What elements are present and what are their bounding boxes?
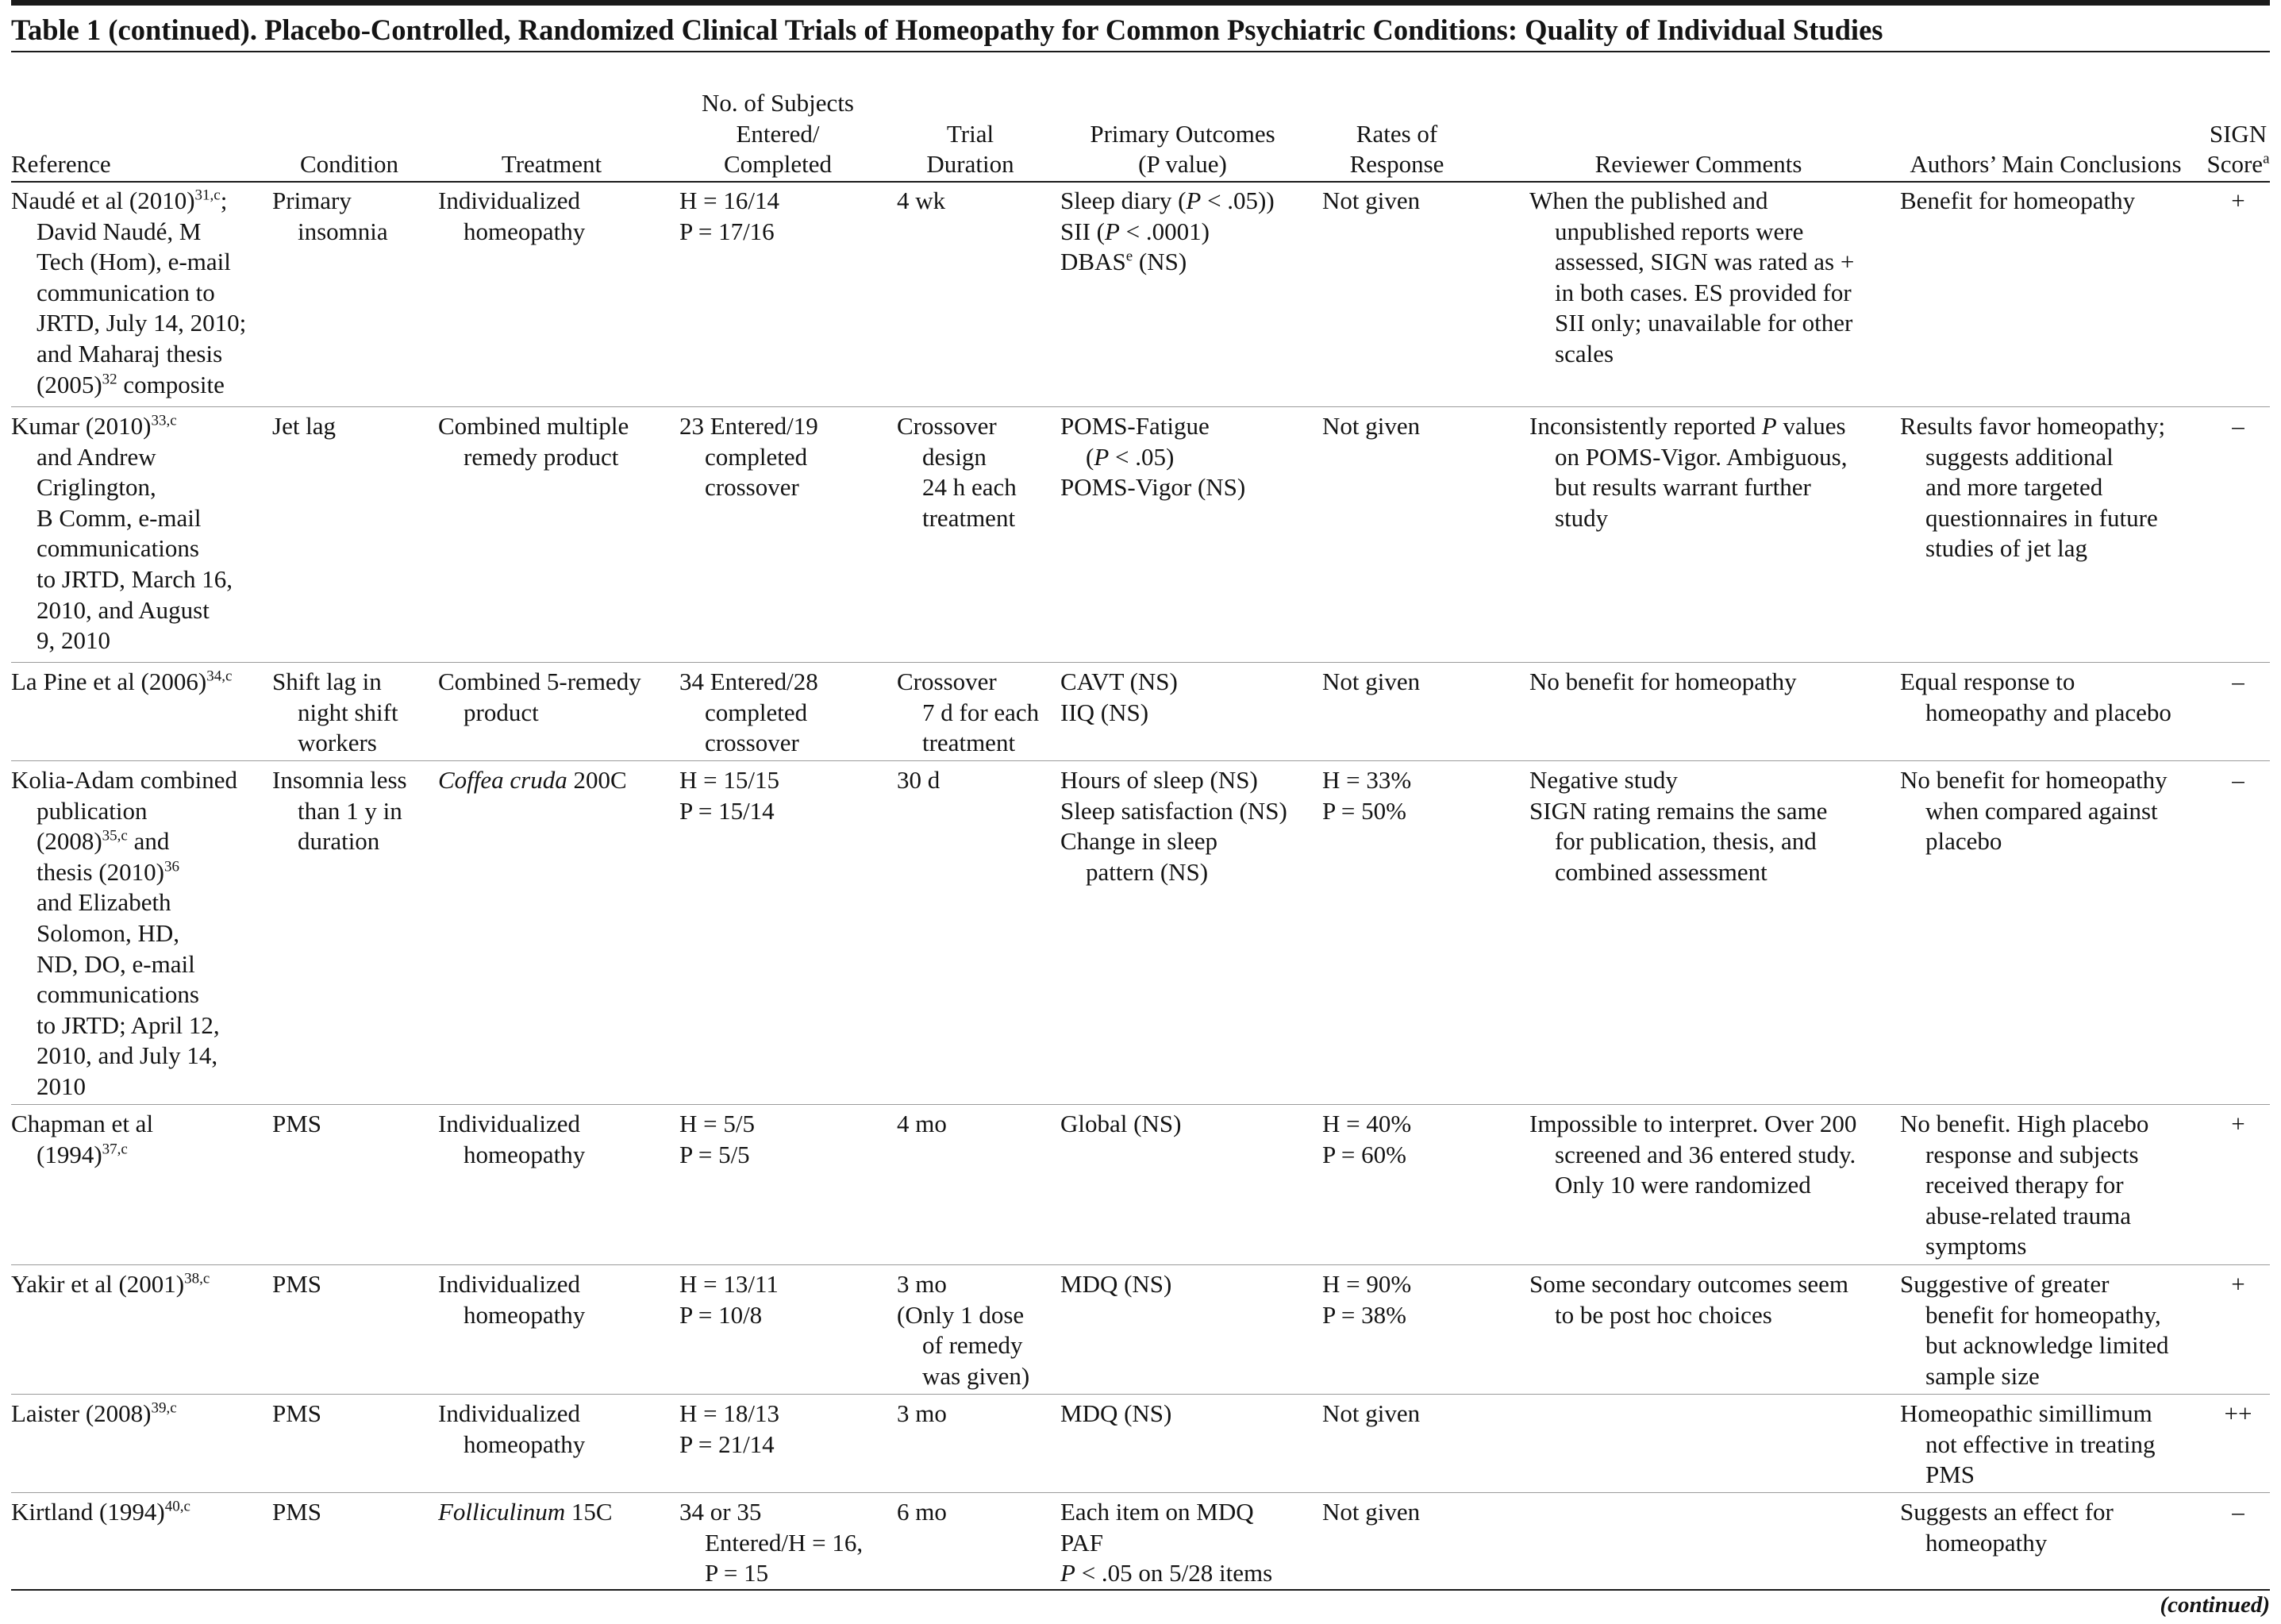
row-7-duration: 3 mo [897,1399,947,1427]
row-2-subjects: 23 Entered/19 completed crossover [679,412,818,502]
row-1-sign-score: + [2231,187,2245,214]
row-4-sign-score: – [2232,766,2244,794]
row-4-reference: Kolia-Adam combined publication $(2008)^{35,c}$ and thesis $(2010)^{36}$ and Elizabeth Solomon, HD, ND, DO, e-mail communications to JRTD; April 12, 2010, and July 14, 2010 [11,766,237,1100]
row-1-conclusions: Benefit for homeopathy [1900,187,2136,214]
row-3-duration: Crossover 7 d for each treatment [897,668,1040,757]
header-conclusions: Authors’ Main Conclusions [1910,150,2182,179]
header-response: Rates of Response [1349,119,1444,179]
row-6-duration: 3 mo (Only 1 dose of remedy was given) [897,1270,1030,1390]
row-5-comments: Impossible to interpret. Over 200 screened and 36 entered study. Only 10 were randomized [1529,1110,1857,1199]
row-6-outcomes: MDQ (NS) [1060,1270,1172,1298]
row-6-response: H = 90% P = 38% [1322,1270,1412,1329]
row-2-duration: Crossover design 24 h each treatment [897,412,1017,532]
row-3-outcomes: CAVT (NS) IIQ (NS) [1060,668,1178,726]
row-5-treatment: Individualized homeopathy [438,1110,586,1168]
table-title: Table 1 (continued). Placebo-Controlled, Randomized Clinical Trials of Homeopathy for Common Psychiatric Conditions: Quality of Individual Studies [11,10,2270,52]
row-5-response: H = 40% P = 60% [1322,1110,1412,1168]
row-8-response: Not given [1322,1498,1421,1526]
row-7-outcomes: MDQ (NS) [1060,1399,1172,1427]
row-4-comments: Negative study SIGN rating remains the same for publication, thesis, and combined assessment [1529,766,1828,886]
row-4-treatment: Coffea cruda 200C [438,766,627,794]
row-2-condition: Jet lag [272,412,337,440]
row-6-treatment: Individualized homeopathy [438,1270,586,1329]
row-3-reference: La Pine et al $(2006)^{34,c}$ [11,668,233,695]
row-5-reference: Chapman et al $(1994)^{37,c}$ [11,1110,154,1168]
continued-note: (continued) [2160,1592,2270,1618]
row-3-comments: No benefit for homeopathy [1529,668,1797,695]
row-3-subjects: 34 Entered/28 completed crossover [679,668,818,757]
row-8-conclusions: Suggests an effect for homeopathy [1900,1498,2114,1557]
row-divider [11,1264,2270,1265]
bottom-rule [11,1589,2270,1591]
row-7-treatment: Individualized homeopathy [438,1399,586,1458]
row-divider [11,760,2270,761]
row-8-treatment: Folliculinum 15C [438,1498,613,1526]
header-sign: SIGN Score$^a$ [2206,119,2270,179]
row-8-duration: 6 mo [897,1498,947,1526]
row-1-subjects: H = 16/14 P = 17/16 [679,187,779,245]
row-1-response: Not given [1322,187,1421,214]
row-5-subjects: H = 5/5 P = 5/5 [679,1110,755,1168]
row-8-reference: Kirtland $(1994)^{40,c}$ [11,1498,190,1526]
row-divider [11,406,2270,407]
header-outcomes: Primary Outcomes (P value) [1090,119,1275,179]
row-5-condition: PMS [272,1110,322,1137]
header-rule [11,181,2270,183]
row-1-treatment: Individualized homeopathy [438,187,586,245]
row-1-outcomes: Sleep diary (P < .05)) SII (P < .0001) DBAS$^e$ (NS) [1060,187,1275,276]
row-3-conclusions: Equal response to homeopathy and placebo [1900,668,2171,726]
row-2-outcomes: POMS-Fatigue (P < .05) POMS-Vigor (NS) [1060,412,1246,502]
row-7-conclusions: Homeopathic simillimum not effective in treating PMS [1900,1399,2156,1489]
row-4-conclusions: No benefit for homeopathy when compared against placebo [1900,766,2168,856]
row-3-sign-score: – [2232,668,2244,695]
row-divider [11,662,2270,663]
row-1-comments: When the published and unpublished reports were assessed, SIGN was rated as + in both cases. ES provided for SII only; unavailable for other scales [1529,187,1855,368]
row-8-outcomes: Each item on MDQ PAF P < .05 on 5/28 items [1060,1498,1273,1587]
row-2-comments: Inconsistently reported P values on POMS-Vigor. Ambiguous, but results warrant further study [1529,412,1848,532]
row-5-duration: 4 mo [897,1110,947,1137]
row-5-conclusions: No benefit. High placebo response and subjects received therapy for abuse-related trauma symptoms [1900,1110,2149,1260]
row-4-outcomes: Hours of sleep (NS) Sleep satisfaction (NS) Change in sleep pattern (NS) [1060,766,1287,886]
row-7-sign-score: ++ [2224,1399,2252,1427]
row-3-treatment: Combined 5-remedy product [438,668,641,726]
row-6-sign-score: + [2231,1270,2245,1298]
row-1-reference: Naudé et al $(2010)^{31,c}$; David Naudé, M Tech (Hom), e-mail communication to JRTD, July 14, 2010; and Maharaj thesis $(2005)^{32}$ composite [11,187,247,398]
row-8-subjects: 34 or 35 Entered/H = 16, P = 15 [679,1498,864,1587]
row-2-reference: Kumar $(2010)^{33,c}$ and Andrew Criglington, B Comm, e-mail communications to JRTD, March 16, 2010, and August 9, 2010 [11,412,233,655]
row-2-sign-score: – [2232,412,2244,440]
header-duration: Trial Duration [926,119,1014,179]
row-4-condition: Insomnia less than 1 y in duration [272,766,407,856]
row-3-response: Not given [1322,668,1421,695]
row-7-subjects: H = 18/13 P = 21/14 [679,1399,779,1458]
row-divider [11,1104,2270,1105]
row-6-conclusions: Suggestive of greater benefit for homeopathy, but acknowledge limited sample size [1900,1270,2169,1390]
header-comments: Reviewer Comments [1594,150,1802,179]
row-divider [11,1394,2270,1395]
header-subjects: No. of Subjects Entered/ Completed [701,89,854,179]
row-4-duration: 30 d [897,766,940,794]
top-rule [11,0,2270,6]
row-6-subjects: H = 13/11 P = 10/8 [679,1270,779,1329]
row-8-sign-score: – [2232,1498,2244,1526]
row-5-outcomes: Global (NS) [1060,1110,1182,1137]
header-treatment: Treatment [501,150,602,179]
row-6-reference: Yakir et al $(2001)^{38,c}$ [11,1270,210,1298]
header-reference: Reference [11,150,111,179]
row-6-condition: PMS [272,1270,322,1298]
header-condition: Condition [299,150,398,179]
row-1-duration: 4 wk [897,187,946,214]
row-7-reference: Laister $(2008)^{39,c}$ [11,1399,177,1427]
row-2-response: Not given [1322,412,1421,440]
row-4-response: H = 33% P = 50% [1322,766,1412,825]
row-divider [11,1492,2270,1493]
row-2-conclusions: Results favor homeopathy; suggests additional and more targeted questionnaires in future studies of jet lag [1900,412,2166,563]
row-4-subjects: H = 15/15 P = 15/14 [679,766,779,825]
row-1-condition: Primary insomnia [272,187,388,245]
row-3-condition: Shift lag in night shift workers [272,668,398,757]
row-7-response: Not given [1322,1399,1421,1427]
row-2-treatment: Combined multiple remedy product [438,412,629,471]
row-5-sign-score: + [2231,1110,2245,1137]
row-6-comments: Some secondary outcomes seem to be post hoc choices [1529,1270,1849,1329]
row-8-condition: PMS [272,1498,322,1526]
row-7-condition: PMS [272,1399,322,1427]
